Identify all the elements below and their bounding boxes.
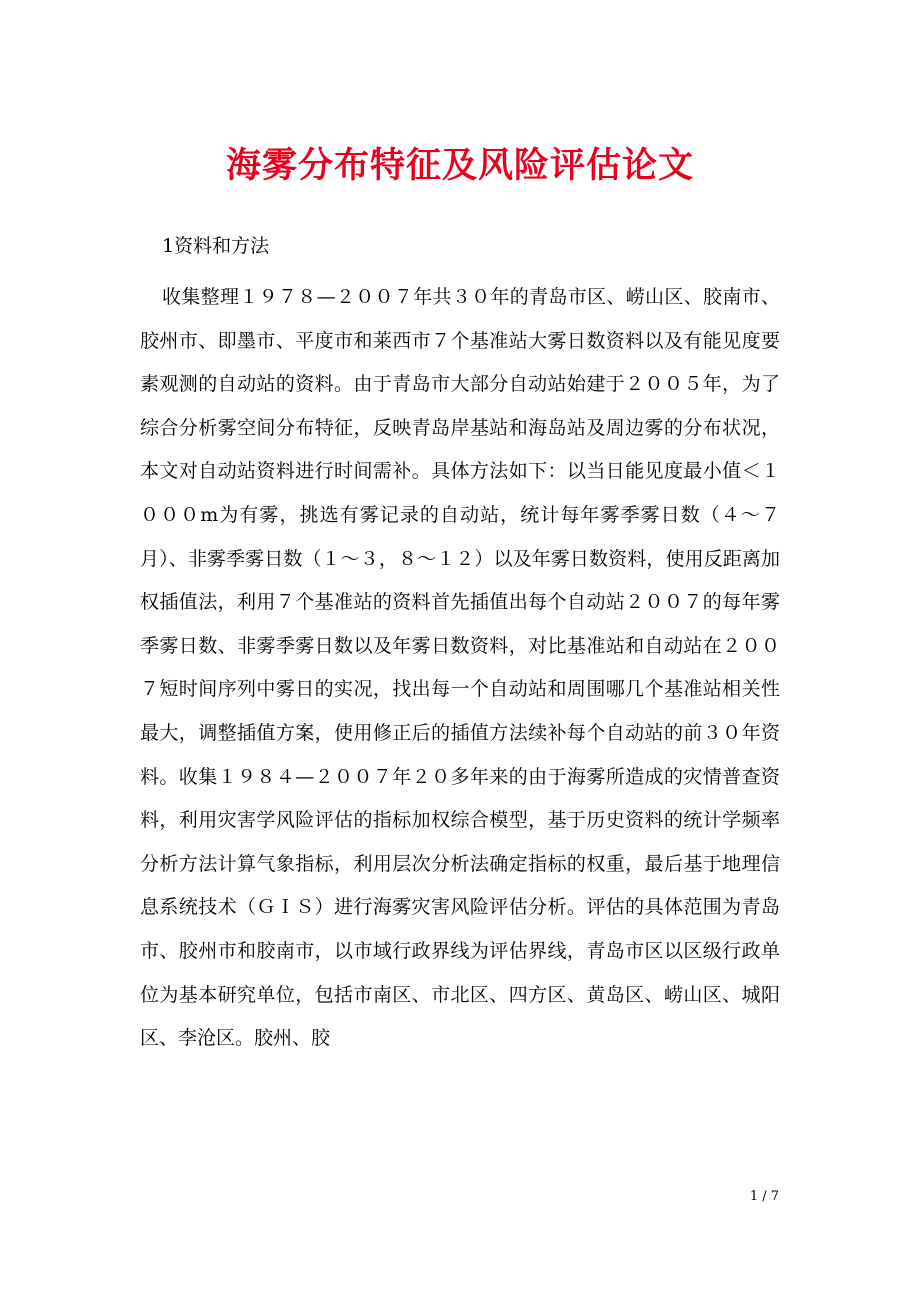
section-heading: 1资料和方法 bbox=[162, 235, 270, 257]
body-paragraph: 收集整理１９７８—２００７年共３０年的青岛市区、崂山区、胶南市、胶州市、即墨市、平度市和莱西市７个基准站大雾日数资料以及有能见度要素观测的自动站的资料。由于青岛市大部分自动站始建于２００５年，为了综合分析雾空间分布特征，反映青岛岸基站和海岛站及周边雾的分布状况，本文对自动站资料进行时间需补。具体方法如下：以当日能见度最小值＜１０００m为有雾，挑选有雾记录的自动站，统计每年雾季雾日数（４～７月）、非雾季雾日数（１～３，８～１２）以及年雾日数资料，使用反距离加权插值法，利用７个基准站的资料首先插值出每个自动站２００７的每年雾季雾日数、非雾季雾日数以及年雾日数资料，对比基准站和自动站在２００７短时间序列中雾日的实况，找出每一个自动站和周围哪几个基准站相关性最大，调整插值方案，使用修正后的插值方法续补每个自动站的前３０年资料。收集１９８４—２００７年２０多年来的由于海雾所造成的灾情普查资料，利用灾害学风险评估的指标加权综合模型，基于历史资料的统计学频率分析方法计算气象指标，利用层次分析法确定指标的权重，最后基于地理信息系统技术（ＧＩＳ）进行海雾灾害风险评估分析。评估的具体范围为青岛市、胶州市和胶南市，以市域行政界线为评估界线，青岛市区以区级行政单位为基本研究单位，包括市南区、市北区、四方区、黄岛区、崂山区、城阳区、李沧区。胶州、胶 bbox=[140, 286, 780, 1050]
page-number: 1 / 7 bbox=[749, 1189, 779, 1204]
document-title: 海雾分布特征及风险评估论文 bbox=[225, 145, 694, 186]
